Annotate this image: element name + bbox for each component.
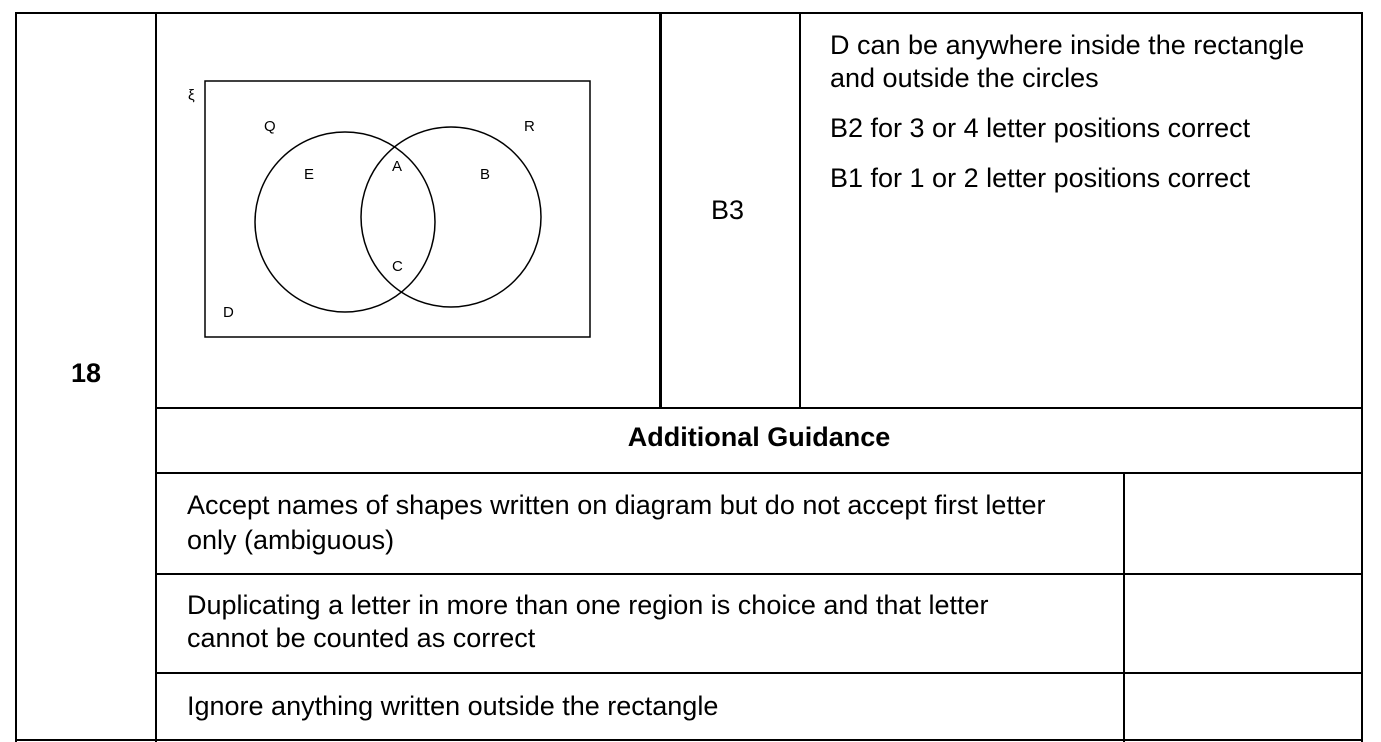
guidance-row-1-line-2: only (ambiguous) xyxy=(187,525,395,555)
table-border-left xyxy=(15,12,17,742)
mark-value: B3 xyxy=(711,195,745,225)
mark-scheme-line-4: B1 for 1 or 2 letter positions correct xyxy=(830,163,1251,193)
guidance-heading-bottom xyxy=(155,472,1363,474)
diagram-column-divider xyxy=(659,12,662,408)
table-border-bottom xyxy=(15,739,1363,741)
question-number: 18 xyxy=(71,358,102,388)
circle-r-label: R xyxy=(524,118,535,135)
guidance-row-2-line-2: cannot be counted as correct xyxy=(187,623,536,653)
letter-c: C xyxy=(392,258,403,275)
answer-row-bottom xyxy=(155,407,1363,409)
letter-e: E xyxy=(304,166,315,183)
guidance-row1-bottom xyxy=(155,573,1363,575)
guidance-side-column-divider xyxy=(1123,472,1125,742)
circle-q-label: Q xyxy=(264,118,276,135)
circle-r xyxy=(361,127,541,307)
venn-diagram xyxy=(180,70,600,350)
mark-scheme-line-1: D can be anywhere inside the rectangle xyxy=(830,30,1305,60)
universal-set-symbol: ξ xyxy=(188,87,195,104)
guidance-row-2-line-1: Duplicating a letter in more than one region is choice and that letter xyxy=(187,590,989,620)
mark-column-divider xyxy=(799,12,801,408)
mark-scheme-line-2: and outside the circles xyxy=(830,63,1099,93)
letter-d: D xyxy=(223,304,234,321)
guidance-row-3-line-1: Ignore anything written outside the rectangle xyxy=(187,691,719,721)
number-column-divider xyxy=(155,12,157,742)
letter-a: A xyxy=(392,158,403,175)
circle-q xyxy=(255,132,435,312)
guidance-row-1-line-1: Accept names of shapes written on diagram but do not accept first letter xyxy=(187,490,1046,520)
guidance-heading: Additional Guidance xyxy=(627,422,891,452)
mark-scheme-line-3: B2 for 3 or 4 letter positions correct xyxy=(830,113,1251,143)
table-border-right xyxy=(1361,12,1363,742)
guidance-row2-bottom xyxy=(155,672,1363,674)
letter-b: B xyxy=(480,166,491,183)
table-border-top xyxy=(15,12,1363,14)
